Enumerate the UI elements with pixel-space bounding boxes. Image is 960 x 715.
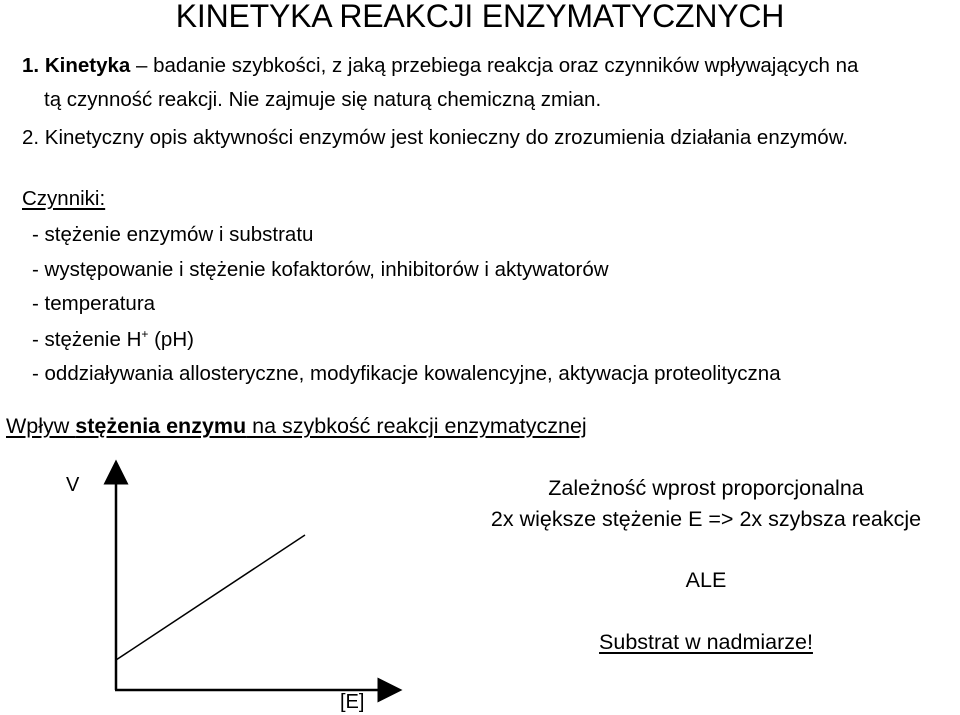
factor-item: - oddziaływania allosteryczne, modyfikacje kowalencyjne, aktywacja proteolityczna [32, 362, 781, 385]
note-line-3: ALE [685, 568, 727, 592]
factor-item: - występowanie i stężenie kofaktorów, inhibitorów i aktywatorów [32, 258, 609, 281]
page-title: KINETYKA REAKCJI ENZYMATYCZNYCH [175, 0, 785, 34]
note-line-4 [480, 630, 932, 655]
point-1-line-2: tą czynność reakcji. Nie zajmuje się naturą chemiczną zmian. [44, 88, 602, 111]
point-1-text: – badanie szybkości, z jaką przebiega reakcja oraz czynników wpływających na [130, 54, 859, 77]
point-2: 2. Kinetyczny opis aktywności enzymów jest konieczny do zrozumienia działania enzymów. [22, 126, 849, 149]
section-heading-prefix: Wpływ [6, 414, 76, 438]
note-line-4-text: Substrat w nadmiarze! [599, 630, 813, 654]
proportional-line [116, 535, 305, 660]
x-axis-label: [E] [340, 691, 365, 713]
h-superscript: + [141, 327, 149, 341]
note-line-2: 2x większe stężenie E => 2x szybsza reakcje [490, 507, 922, 531]
factors-heading: Czynniki: [22, 187, 106, 210]
factor-item-ph-suffix: (pH) [148, 327, 194, 351]
section-heading-suffix: na szybkość reakcji enzymatycznej [246, 414, 587, 438]
point-1-term: Kinetyka [44, 54, 131, 77]
y-axis-label: V [66, 474, 80, 496]
factor-item: - temperatura [32, 292, 156, 315]
point-1-number: 1. [22, 54, 40, 77]
note-line-1: Zależność wprost proporcjonalna [548, 476, 864, 500]
factor-item: - stężenie enzymów i substratu [32, 223, 314, 246]
factor-item-ph-text: - stężenie H [32, 327, 142, 351]
section-heading-bold: stężenia enzymu [75, 414, 247, 438]
